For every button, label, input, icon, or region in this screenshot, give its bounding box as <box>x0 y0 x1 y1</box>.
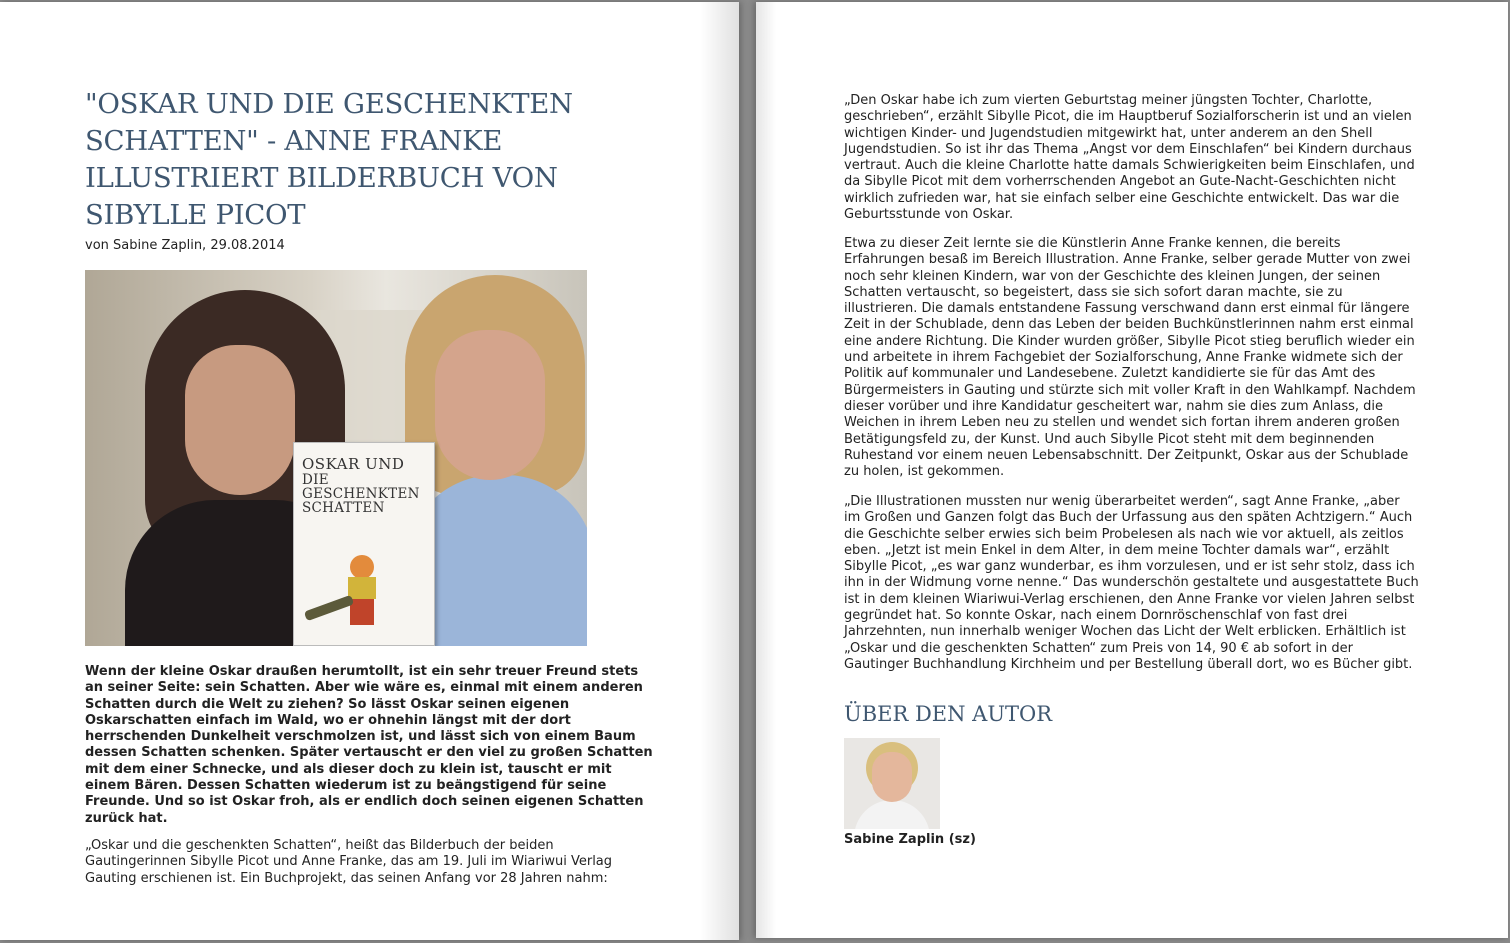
book-illustration-boy <box>342 555 382 625</box>
article-lead: Wenn der kleine Oskar draußen herumtollt, ist ein sehr treuer Freund stets an seiner Seite: sein Schatten. Aber wie wäre es, einmal mit einem anderen Schatten durch die Welt zu ziehen? So lässt Oskar seinen eigenen Oskarschatten einfach im Wald, wo er ohnehin längst mit der dort herrschenden Dunkelheit verschmolzen ist, und lässt sich von einem Baum dessen Schatten schenken. Später vertauscht er den viel zu großen Schatten mit dem einer Schnecke, und als dieser doch zu klein ist, tauscht er mit einem Bären. Dessen Schatten wiederum ist zu beängstigend für seine Freunde. Und so ist Oskar froh, als er endlich doch seinen eigenen Schatten zurück hat. <box>85 664 653 826</box>
article-paragraph: „Die Illustrationen mussten nur wenig überarbeitet werden“, sagt Anne Franke, „aber im Großen und Ganzen folgt das Buch der Urfassung aus den späten Achtzigern.“ Auch die Geschichte selber erwies sich beim Probelesen als nach wie vor aktuell, als zeitlos eben. „Jetzt ist mein Enkel in dem Alter, in dem meine Tochter damals war“, erzählt Sibylle Picot, „es war ganz wunderbar, es ihm vorzulesen, und er ist sehr stolz, dass ich ihn in der Widmung vorne nenne.“ Das wunderschön gestaltete und ausgestattete Buch ist in dem kleinen Wiariwui-Verlag erschienen, den Anne Franke vor vielen Jahren selbst gegründet hat. So konnte Oskar, nach einem Dornröschenschlaf von fast drei Jahrzehnten, nun innerhalb weniger Wochen das Licht der Welt erblicken. Erhältlich ist „Oskar und die geschenkten Schatten“ zum Preis von 14, 90 € ab sofort in der Gautinger Buchhandlung Kirchheim und per Bestellung überall dort, wo es Bücher gibt. <box>844 494 1419 672</box>
book-title-line2: DIE GESCHENKTEN SCHATTEN <box>302 472 420 516</box>
about-author-heading: ÜBER DEN AUTOR <box>844 702 1053 726</box>
book-title-line1: OSKAR UND <box>302 455 405 473</box>
article-paragraph: „Den Oskar habe ich zum vierten Geburtstag meiner jüngsten Tochter, Charlotte, geschrieben“, erzählt Sibylle Picot, die im Hauptberuf Sozialforscherin ist und an vielen wichtigen Kinder- und Jugendstudien mitgewirkt hat, unter anderem an den Shell Jugendstudien. So ist ihr das Thema „Angst vor dem Einschlafen“ bei Kindern durchaus vertraut. Auch die kleine Charlotte hatte damals Schwierigkeiten beim Einschlafen, und da Sibylle Picot mit dem vorherrschenden Angebot an Gute-Nacht-Geschichten nicht wirklich zufrieden war, hat sie einfach selber eine Geschichte entwickelt. Das war die Geburtsstunde von Oskar. <box>844 93 1415 223</box>
article-byline: von Sabine Zaplin, 29.08.2014 <box>85 238 285 253</box>
article-photo <box>85 270 587 646</box>
article-title: "OSKAR UND DIE GESCHENKTEN SCHATTEN" - ANNE FRANKE ILLUSTRIERT BILDERBUCH VON SIBYLLE PICOT <box>85 88 573 231</box>
article-paragraph: „Oskar und die geschenkten Schatten“, heißt das Bilderbuch der beiden Gautingerinnen Sibylle Picot und Anne Franke, das am 19. Juli im Wiariwui Verlag Gauting erschienen ist. Ein Buchprojekt, das seinen Anfang vor 28 Jahren nahm: <box>85 838 613 886</box>
author-avatar <box>844 738 940 829</box>
article-paragraph: Etwa zu dieser Zeit lernte sie die Künstlerin Anne Franke kennen, die bereits Erfahrungen besaß im Bereich Illustration. Anne Franke, selber gerade Mutter von zwei noch sehr kleinen Kindern, war von der Geschichte des kleinen Jungen, der seinen Schatten vertauscht, so begeistert, dass sie sich sofort daran machte, sie zu illustrieren. Die damals entstandene Fassung verschwand dann erst einmal für längere Zeit in der Schublade, denn das Leben der beiden Buchkünstlerinnen nahm erst einmal eine andere Richtung. Die Kinder wurden größer, Sibylle Picot stieg beruflich wieder ein und arbeitete in ihrem Fachgebiet der Sozialforschung, Anne Franke widmete sich der Politik auf kommunaler und Landesebene. Zuletzt kandidierte sie für das Amt des Bürgermeisters in Gauting und stürzte sich mit voller Kraft in den Wahlkampf. Nachdem dieser vorüber und ihre Kandidatur gescheitert war, nahm sie dies zum Anlass, die Weichen in ihrem Leben neu zu stellen und wendet sich fortan ihrem anderen großen Betätigungsfeld zu, der Kunst. Und auch Sibylle Picot steht mit dem beginnenden Ruhestand vor einem neuen Lebensabschnitt. Der Zeitpunkt, Oskar aus der Schublade zu holen, ist gekommen. <box>844 236 1416 480</box>
author-name: Sabine Zaplin (sz) <box>844 832 976 847</box>
book-cover <box>293 442 435 646</box>
